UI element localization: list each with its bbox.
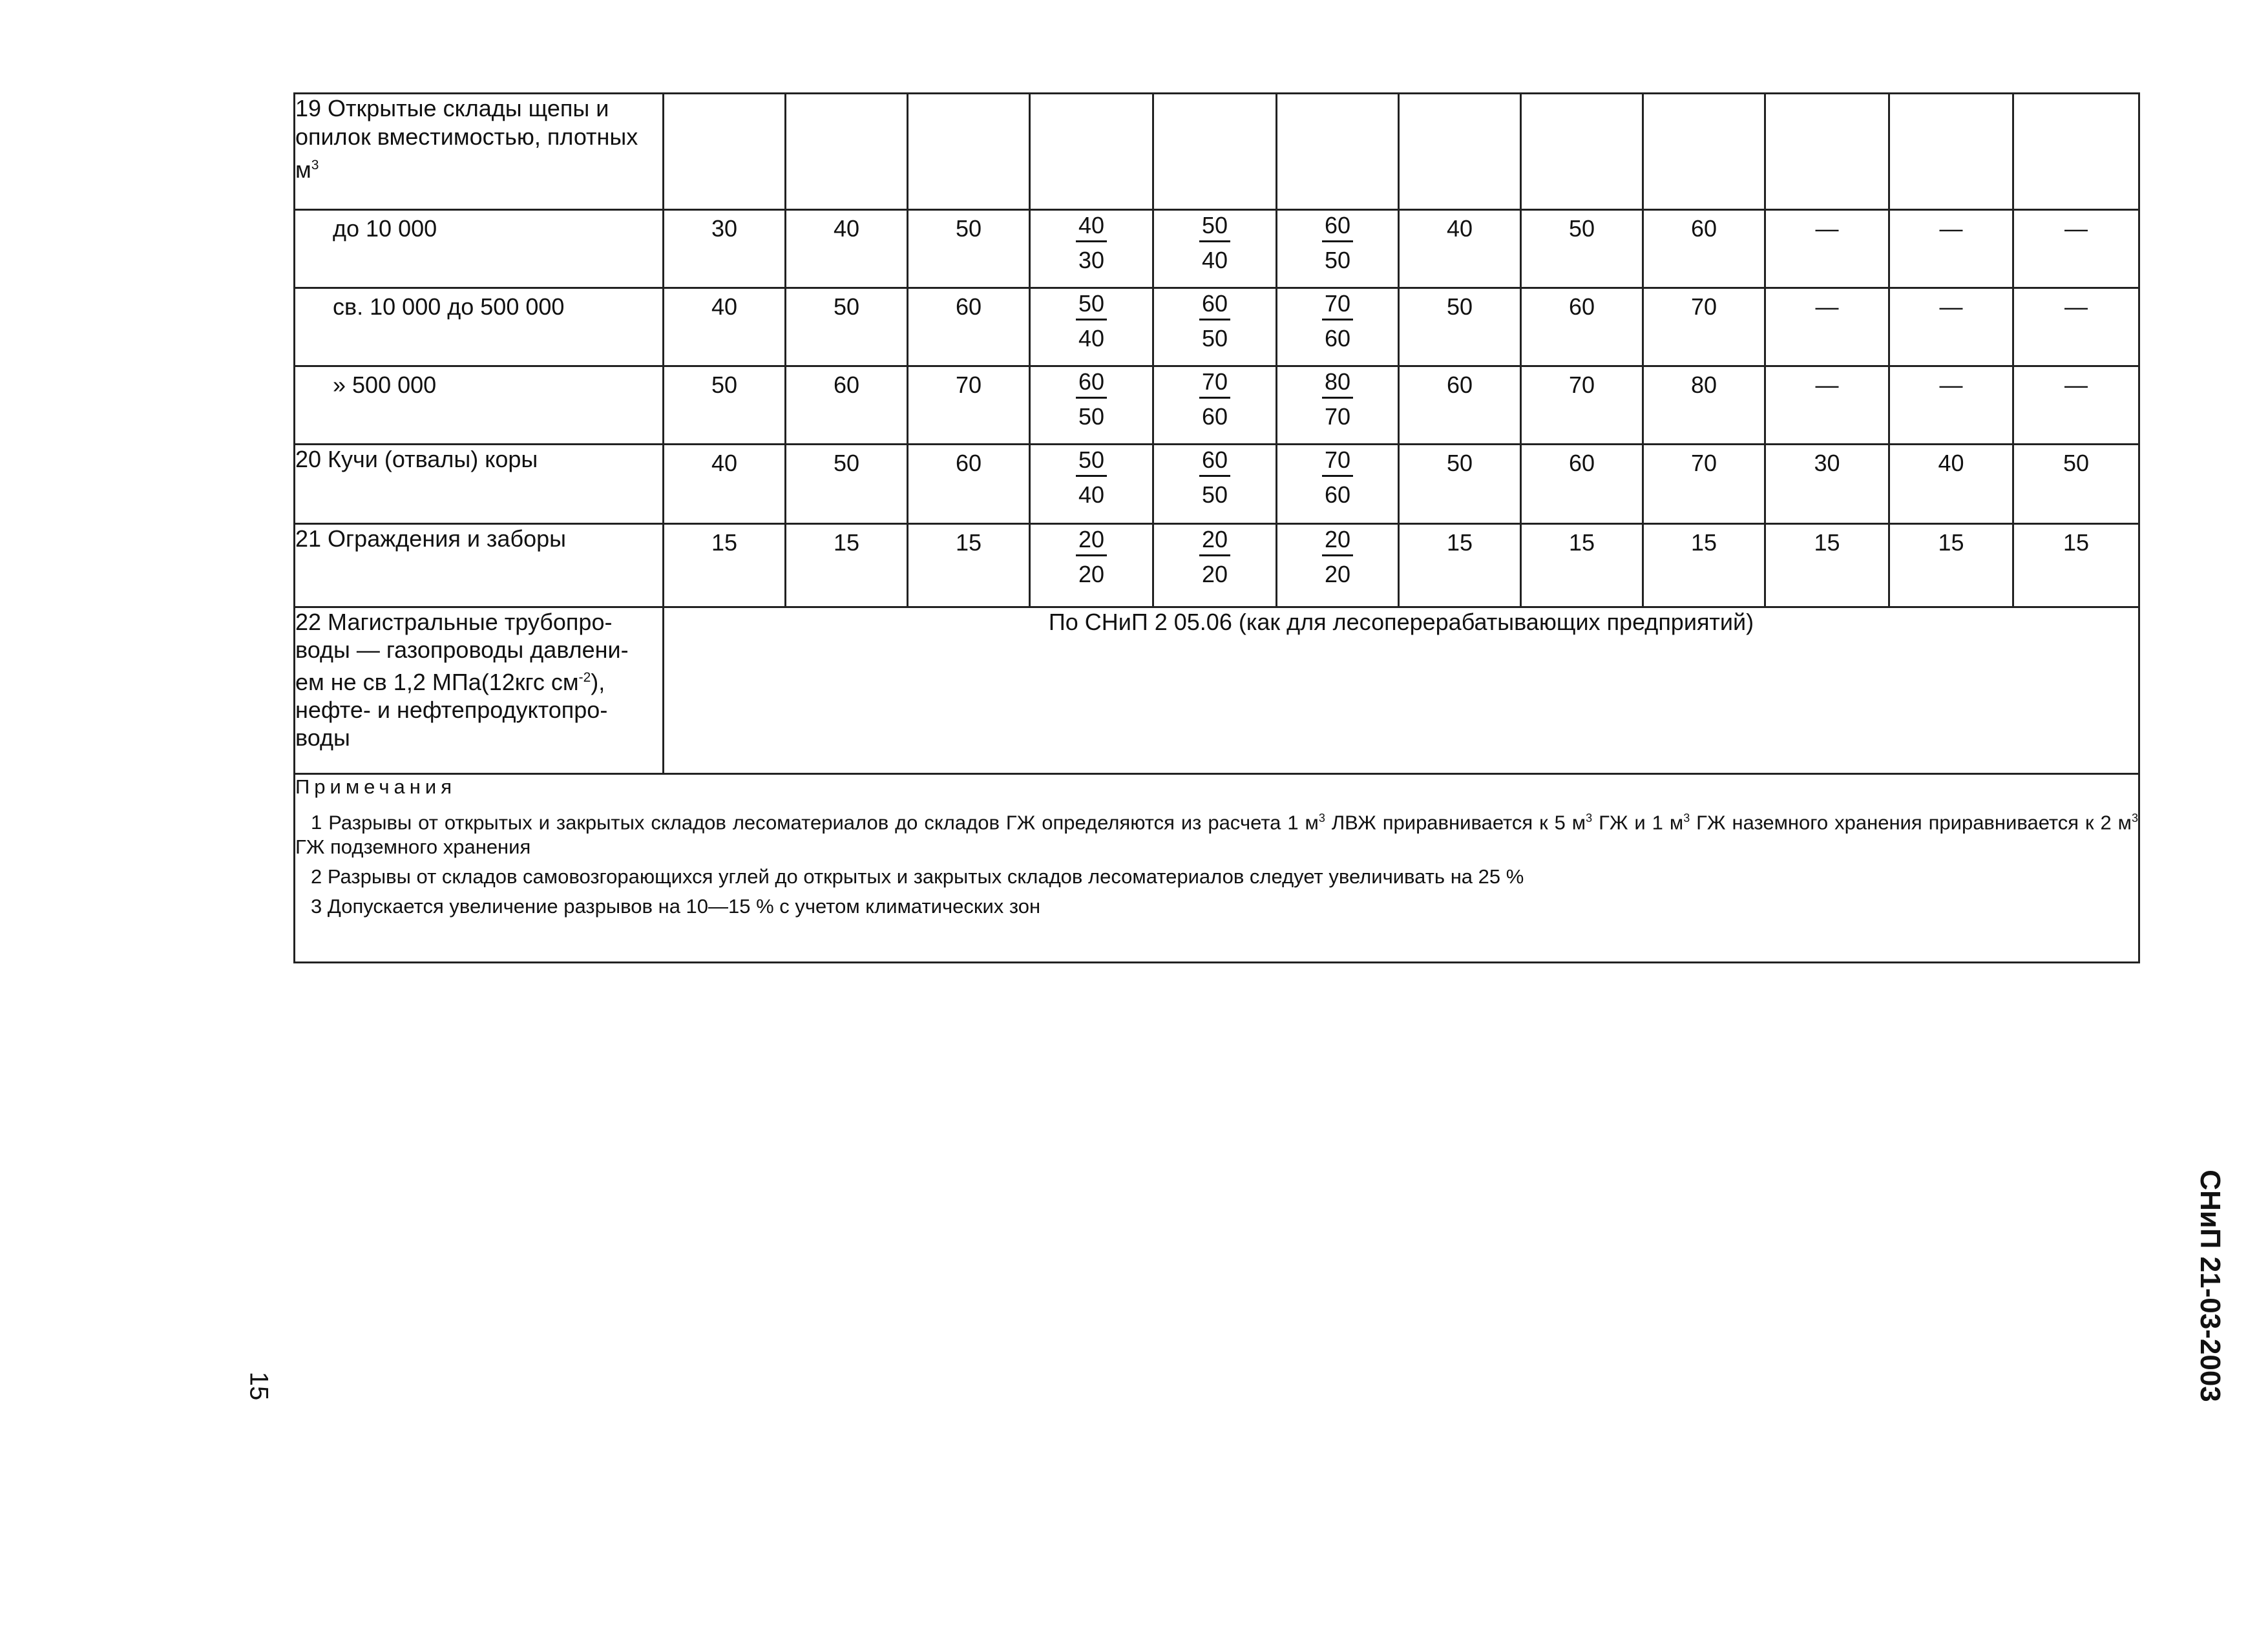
value-cell	[1765, 524, 1889, 607]
value: —	[1815, 293, 1839, 320]
fraction-value	[1076, 367, 1107, 432]
value-cell	[1765, 445, 1889, 524]
value: 30	[1814, 450, 1840, 476]
value: —	[1939, 215, 1963, 242]
value-cell	[786, 366, 908, 445]
note-item	[295, 806, 2138, 859]
value: 15	[1690, 529, 1717, 556]
fraction-cell	[1030, 288, 1153, 366]
value-cell	[2013, 366, 2139, 445]
numerator: 60	[1322, 211, 1353, 242]
row-19-label: 19 Открытые склады щепы и опилок вместимостью, плотных м	[295, 95, 638, 183]
value: 60	[1690, 215, 1717, 242]
fraction-value	[1076, 525, 1107, 590]
value-cell	[1889, 366, 2013, 445]
value: 60	[955, 450, 982, 476]
numerator: 60	[1199, 445, 1230, 477]
value: 60	[1568, 450, 1595, 476]
value-cell	[1521, 366, 1643, 445]
value-cell	[664, 210, 786, 288]
denominator: 50	[1201, 325, 1228, 352]
value: 30	[711, 215, 738, 242]
value: —	[1939, 293, 1963, 320]
value: 50	[833, 293, 860, 320]
numerator: 20	[1322, 525, 1353, 556]
row-label	[295, 94, 664, 210]
document-code-footer	[2178, 1137, 2242, 1434]
value-cell	[1399, 445, 1521, 524]
label-line-text: ем не св 1,2 МПа(12кгс см	[295, 669, 579, 695]
value: 50	[1446, 450, 1473, 476]
note-item	[295, 894, 2138, 919]
denominator: 20	[1201, 561, 1228, 587]
value-cell	[1521, 210, 1643, 288]
page-number-footer	[239, 1360, 278, 1412]
note-number: 3	[311, 895, 322, 918]
row-label	[295, 607, 664, 774]
fraction-cell	[1277, 210, 1399, 288]
fraction-value	[1322, 289, 1353, 354]
value: 50	[2063, 450, 2090, 476]
value: 40	[833, 215, 860, 242]
table-row	[295, 445, 2139, 524]
table-row-22	[295, 607, 2139, 774]
empty-cell	[2013, 94, 2139, 210]
empty-cell	[1030, 94, 1153, 210]
numerator: 40	[1076, 211, 1107, 242]
empty-cell	[1399, 94, 1521, 210]
fraction-value	[1076, 289, 1107, 354]
label-line	[295, 724, 662, 751]
value-cell	[1643, 445, 1765, 524]
value-cell	[908, 366, 1030, 445]
value-cell	[786, 210, 908, 288]
value: 50	[1568, 215, 1595, 242]
table-row	[295, 524, 2139, 607]
value-cell	[1399, 524, 1521, 607]
value-cell	[1643, 210, 1765, 288]
table-row	[295, 210, 2139, 288]
value: 15	[1446, 529, 1473, 556]
value: —	[2064, 372, 2088, 398]
note-text: ГЖ наземного хранения приравнивается к 2 м	[1690, 811, 2132, 834]
unit-superscript: 3	[311, 158, 319, 173]
label-line-text: воды	[295, 724, 350, 751]
note-text: Разрывы от открытых и закрытых складов лесоматериалов до складов ГЖ определяются из расчета 1 м	[328, 811, 1319, 834]
empty-cell	[664, 94, 786, 210]
denominator: 60	[1324, 325, 1351, 352]
value-cell	[1643, 288, 1765, 366]
row-label	[295, 288, 664, 366]
reference-cell	[664, 607, 2139, 774]
empty-cell	[1643, 94, 1765, 210]
empty-cell	[1521, 94, 1643, 210]
fraction-value	[1322, 211, 1353, 276]
value-cell	[1889, 288, 2013, 366]
denominator: 60	[1201, 403, 1228, 430]
denominator: 50	[1201, 481, 1228, 508]
unit-superscript: 3	[2131, 812, 2138, 824]
empty-cell	[908, 94, 1030, 210]
value-cell	[2013, 524, 2139, 607]
note-number: 1	[311, 811, 322, 834]
value: 40	[1938, 450, 1964, 476]
fraction-cell	[1153, 288, 1277, 366]
numerator: 70	[1322, 289, 1353, 320]
value: 70	[1690, 450, 1717, 476]
note-text: Допускается увеличение разрывов на 10—15 % с учетом климатических зон	[327, 895, 1041, 918]
denominator: 60	[1324, 481, 1351, 508]
value: 15	[1938, 529, 1964, 556]
numerator: 50	[1199, 211, 1230, 242]
row-label	[295, 524, 664, 607]
value-cell	[1889, 210, 2013, 288]
numerator: 60	[1199, 289, 1230, 320]
value-cell	[908, 524, 1030, 607]
fraction-cell	[1153, 366, 1277, 445]
value: —	[2064, 215, 2088, 242]
value-cell	[1765, 366, 1889, 445]
fraction-value	[1199, 525, 1230, 590]
fraction-cell	[1153, 445, 1277, 524]
fraction-cell	[1030, 524, 1153, 607]
subrow-label: св. 10 000 до 500 000	[333, 293, 565, 320]
note-item	[295, 865, 2138, 889]
label-line-text: воды — газопроводы давлени-	[295, 636, 629, 663]
label-line	[295, 608, 662, 636]
numerator: 20	[1199, 525, 1230, 556]
value: 15	[955, 529, 982, 556]
value: 15	[1568, 529, 1595, 556]
denominator: 20	[1324, 561, 1351, 587]
row21-label: 21 Ограждения и заборы	[295, 525, 566, 552]
value: 40	[1446, 215, 1473, 242]
fraction-cell	[1277, 524, 1399, 607]
value: 15	[2063, 529, 2090, 556]
note-text: ЛВЖ приравнивается к 5 м	[1325, 811, 1586, 834]
value-cell	[664, 366, 786, 445]
value-cell	[908, 288, 1030, 366]
value-cell	[664, 445, 786, 524]
empty-cell	[786, 94, 908, 210]
value-cell	[1765, 288, 1889, 366]
value: —	[1939, 372, 1963, 398]
value-cell	[1643, 524, 1765, 607]
label-line	[295, 696, 662, 724]
value-cell	[908, 445, 1030, 524]
value: 50	[1446, 293, 1473, 320]
value: 70	[1568, 372, 1595, 398]
value-cell	[664, 288, 786, 366]
value-cell	[1521, 524, 1643, 607]
empty-cell	[1889, 94, 2013, 210]
fraction-value	[1322, 525, 1353, 590]
value: 70	[955, 372, 982, 398]
value: 15	[833, 529, 860, 556]
empty-cell	[1153, 94, 1277, 210]
subrow-label: » 500 000	[333, 372, 437, 398]
value-cell	[2013, 210, 2139, 288]
notes-row	[295, 774, 2139, 963]
denominator: 40	[1078, 481, 1105, 508]
pressure-tail: ),	[591, 669, 605, 695]
fraction-cell	[1153, 210, 1277, 288]
page-number: 15	[244, 1371, 273, 1401]
fraction-value	[1199, 367, 1230, 432]
denominator: 70	[1324, 403, 1351, 430]
value: 15	[711, 529, 738, 556]
fraction-cell	[1277, 445, 1399, 524]
fraction-value	[1199, 445, 1230, 510]
value: 15	[1814, 529, 1840, 556]
fraction-value	[1076, 445, 1107, 510]
row20-label: 20 Кучи (отвалы) коры	[295, 446, 538, 472]
value-cell	[908, 210, 1030, 288]
notes-cell	[295, 774, 2139, 963]
table-row	[295, 288, 2139, 366]
label-line	[295, 636, 662, 664]
denominator: 50	[1324, 247, 1351, 273]
reference-text: По СНиП 2 05.06 (как для лесоперерабатывающих предприятий)	[1048, 609, 1754, 635]
numerator: 70	[1322, 445, 1353, 477]
numerator: 80	[1322, 367, 1353, 399]
subrow-label: до 10 000	[333, 215, 437, 242]
fraction-value	[1199, 211, 1230, 276]
fraction-cell	[1030, 445, 1153, 524]
value: 60	[1446, 372, 1473, 398]
unit-superscript: 3	[1683, 812, 1690, 824]
value-cell	[1521, 445, 1643, 524]
fraction-cell	[1277, 288, 1399, 366]
value: —	[1815, 372, 1839, 398]
row-label	[295, 445, 664, 524]
note-text: ГЖ и 1 м	[1592, 811, 1684, 834]
numerator: 50	[1076, 445, 1107, 477]
fraction-value	[1322, 445, 1353, 510]
label-line-text: нефте- и нефтепродуктопро-	[295, 697, 608, 723]
value: 60	[833, 372, 860, 398]
value: 80	[1690, 372, 1717, 398]
value-cell	[786, 288, 908, 366]
value-cell	[1521, 288, 1643, 366]
label-line	[295, 664, 662, 696]
value: 60	[955, 293, 982, 320]
numerator: 50	[1076, 289, 1107, 320]
row-label	[295, 366, 664, 445]
unit-superscript: 3	[1318, 812, 1325, 824]
note-text: ГЖ подземного хранения	[295, 835, 531, 859]
denominator: 50	[1078, 403, 1105, 430]
table-row-19-header	[295, 94, 2139, 210]
row-label	[295, 210, 664, 288]
value: 50	[955, 215, 982, 242]
denominator: 30	[1078, 247, 1105, 273]
note-number: 2	[311, 865, 322, 888]
fraction-cell	[1030, 210, 1153, 288]
value-cell	[1889, 445, 2013, 524]
value-cell	[2013, 288, 2139, 366]
value: —	[2064, 293, 2088, 320]
value-cell	[1399, 210, 1521, 288]
value-cell	[1399, 366, 1521, 445]
value-cell	[1889, 524, 2013, 607]
denominator: 20	[1078, 561, 1105, 587]
denominator: 40	[1201, 247, 1228, 273]
value-cell	[786, 524, 908, 607]
numerator: 60	[1076, 367, 1107, 399]
value-cell	[2013, 445, 2139, 524]
value: 40	[711, 450, 738, 476]
value: 50	[833, 450, 860, 476]
label-line-text: 22 Магистральные трубопро-	[295, 609, 613, 635]
table-row	[295, 366, 2139, 445]
empty-cell	[1765, 94, 1889, 210]
fraction-cell	[1030, 366, 1153, 445]
denominator: 40	[1078, 325, 1105, 352]
value-cell	[1399, 288, 1521, 366]
distances-table	[293, 92, 2140, 963]
numerator: 70	[1199, 367, 1230, 399]
pressure-exponent: -2	[578, 670, 591, 685]
value: 60	[1568, 293, 1595, 320]
value: —	[1815, 215, 1839, 242]
empty-cell	[1277, 94, 1399, 210]
value: 70	[1690, 293, 1717, 320]
value-cell	[664, 524, 786, 607]
fraction-value	[1076, 211, 1107, 276]
unit-superscript: 3	[1586, 812, 1593, 824]
note-text: Разрывы от складов самовозгорающихся углей до открытых и закрытых складов лесоматериалов следует увеличивать на 25 %	[327, 865, 1524, 888]
fraction-value	[1199, 289, 1230, 354]
notes-heading: Примечания	[295, 775, 456, 798]
value: 50	[711, 372, 738, 398]
fraction-cell	[1153, 524, 1277, 607]
fraction-value	[1322, 367, 1353, 432]
document-code: СНиП 21-03-2003	[2194, 1170, 2226, 1402]
value: 40	[711, 293, 738, 320]
fraction-cell	[1277, 366, 1399, 445]
numerator: 20	[1076, 525, 1107, 556]
value-cell	[786, 445, 908, 524]
value-cell	[1643, 366, 1765, 445]
value-cell	[1765, 210, 1889, 288]
